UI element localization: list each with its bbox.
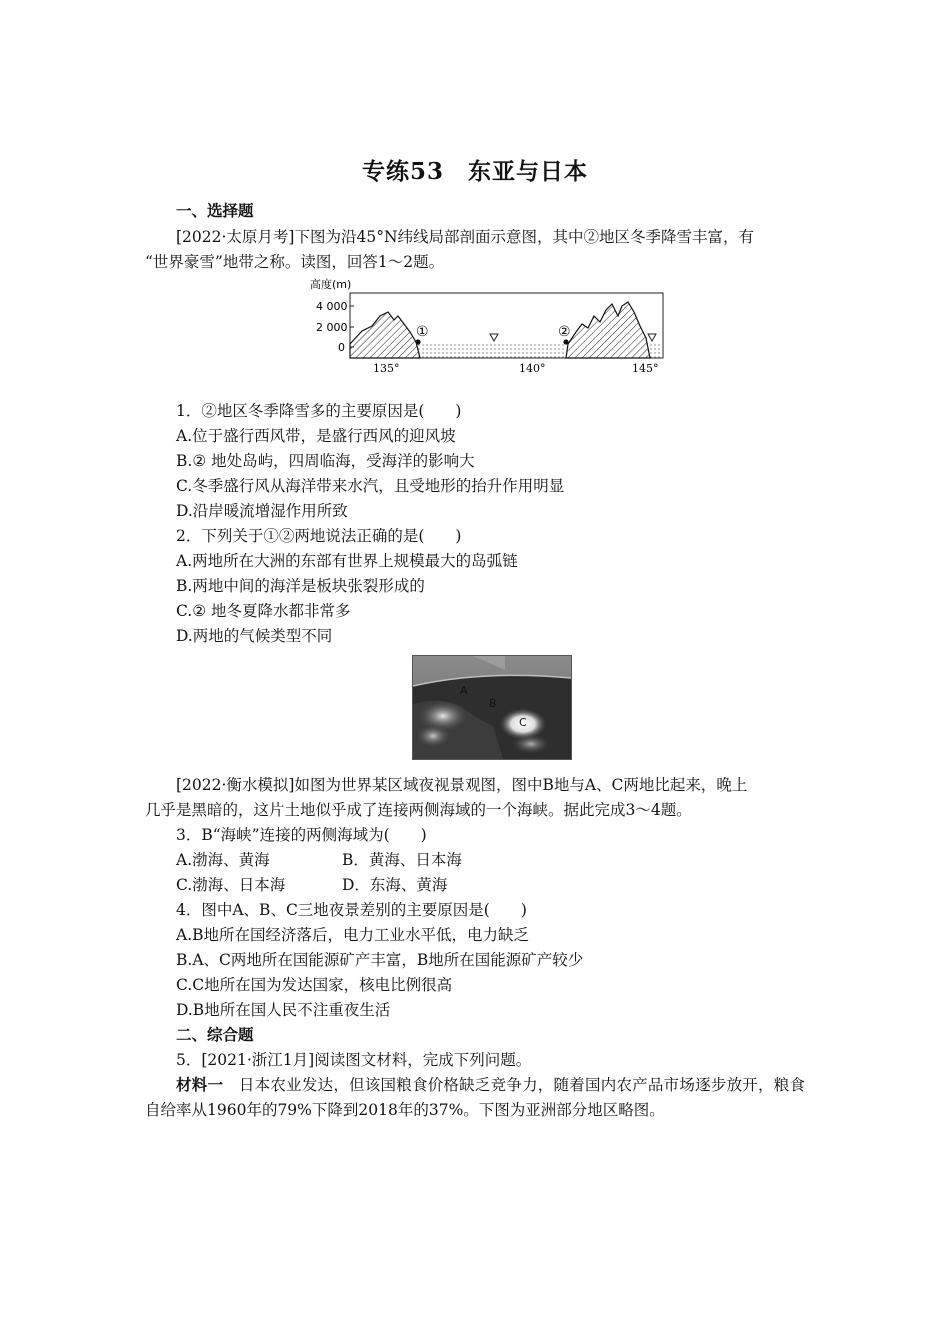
intro-2-line-1: [2022·衡水模拟]如图为世界某区域夜视景观图，图中B地与A、C两地比起来，晚上 [176,776,748,794]
q2-option-a: A.两地所在大洲的东部有世界上规模最大的岛弧链 [176,552,518,570]
intro-1-line-2: “世界豪雪”地带之称。读图，回答1～2题。 [145,253,445,271]
q1-option-c: C.冬季盛行风从海洋带来水汽，且受地形的抬升作用明显 [176,477,565,495]
q3-option-c: C.渤海、日本海 [176,876,286,894]
q4-option-b: B.A、C两地所在国能源矿产丰富，B地所在国能源矿产较少 [176,951,584,969]
photo-label-c: C [519,716,527,729]
night-photo-drawing [413,656,571,759]
sea-area [418,342,566,358]
q1-stem: 1．②地区冬季降雪多的主要原因是( ) [176,402,462,420]
q5-material-1 [145,1072,805,1123]
point-2-label: ② [558,324,571,340]
q2-option-d: D.两地的气候类型不同 [176,627,333,645]
x-tick-140: 140° [519,362,546,375]
western-landmass [350,312,420,358]
x-tick-145: 145° [632,362,659,375]
y-tick-4000: 4 000 [316,300,348,313]
q5-stem: 5．[2021·浙江1月]阅读图文材料，完成下列问题。 [176,1051,532,1069]
x-tick-135: 135° [373,362,400,375]
q3-option-a: A.渤海、黄海 [176,851,270,869]
y-tick-0: 0 [338,341,345,354]
q4-option-a: A.B地所在国经济落后，电力工业水平低，电力缺乏 [176,926,530,944]
photo-label-b: B [489,697,497,710]
city-lights-south [511,734,551,754]
city-lights-west [415,724,451,748]
page-title: 专练53 东亚与日本 [361,158,588,185]
y-tick-2000: 2 000 [316,321,348,334]
sea-level-symbol [648,334,656,341]
q2-stem: 2．下列关于①②两地说法正确的是( ) [176,527,462,545]
point-1-label: ① [416,324,429,340]
q1-option-b: B.② 地处岛屿，四周临海，受海洋的影响大 [176,452,475,470]
q2-option-c: C.② 地冬夏降水都非常多 [176,602,351,620]
y-axis-label: 高度(m) [310,278,352,291]
q2-option-b: B.两地中间的海洋是板块张裂形成的 [176,577,425,595]
eastern-landmass [566,302,650,358]
q3-stem: 3．B“海峡”连接的两侧海域为( ) [176,826,427,844]
q3-option-d: D．东海、黄海 [342,876,448,894]
q3-option-b: B．黄海、日本海 [342,851,462,869]
q1-option-a: A.位于盛行西风带，是盛行西风的迎风坡 [176,427,456,445]
intro-2-line-2: 几乎是黑暗的，这片土地似乎成了连接两侧海域的一个海峡。据此完成3～4题。 [145,801,692,819]
night-satellite-photo [412,655,572,760]
q4-stem: 4．图中A、B、C三地夜景差别的主要原因是( ) [176,901,527,919]
sea-area-east [648,342,663,358]
intro-1-line-1: [2022·太原月考]下图为沿45°N纬线局部剖面示意图，其中②地区冬季降雪丰富，有 [176,228,755,246]
photo-label-a: A [460,684,468,697]
material-label: 材料一 [176,1075,224,1094]
q4-option-c: C.C地所在国为发达国家，核电比例很高 [176,976,453,994]
point-2-marker [563,339,568,344]
q4-option-d: D.B地所在国人民不注重夜生活 [176,1001,391,1019]
point-1-marker [415,339,420,344]
q1-option-d: D.沿岸暖流增湿作用所致 [176,502,348,520]
sea-level-symbol [490,334,498,341]
section-heading-choice: 一、选择题 [176,201,254,220]
material-text: 日本农业发达，但该国粮食价格缺乏竞争力，随着国内农产品市场逐步放开，粮食自给率从1960年的79%下降到2018年的37%。下图为亚洲部分地区略图。 [145,1076,805,1119]
section-heading-comprehensive: 二、综合题 [176,1025,254,1044]
terrain-profile-figure [310,276,670,376]
